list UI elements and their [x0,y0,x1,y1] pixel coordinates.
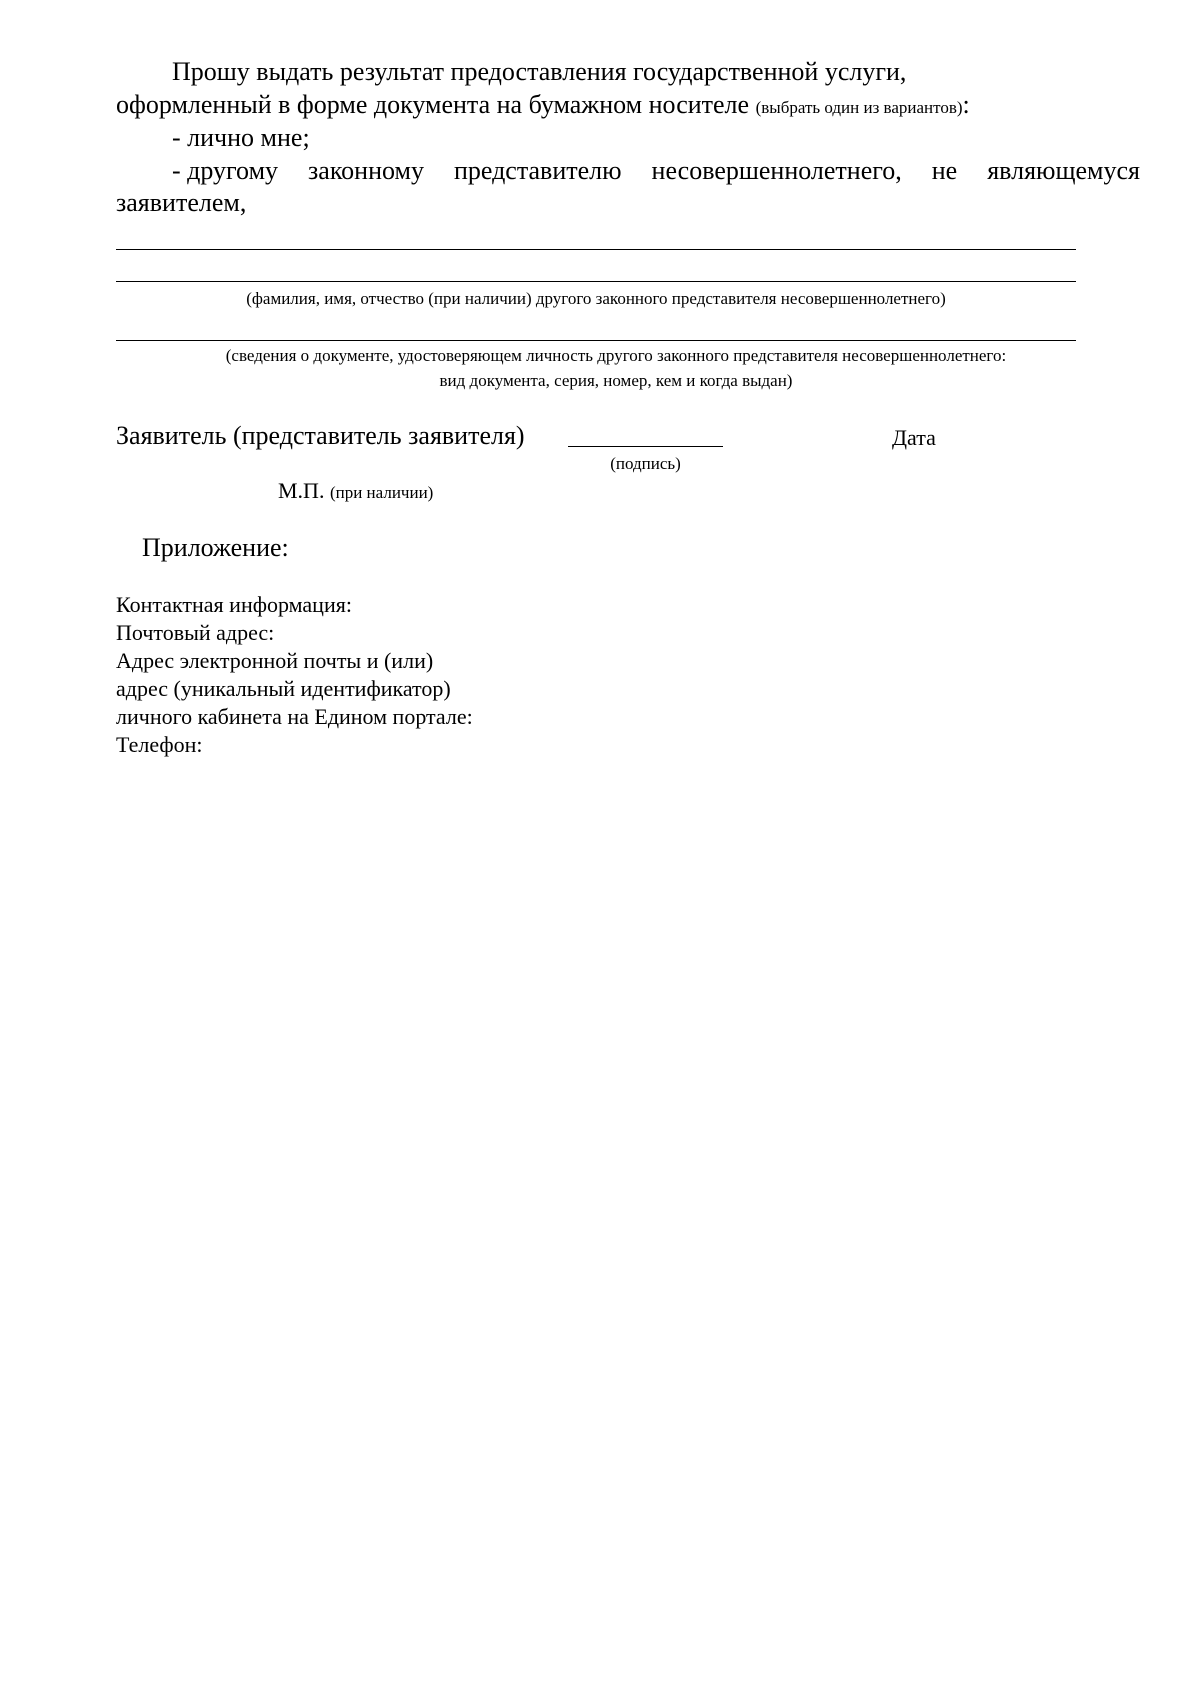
option-personally: - лично мне; [172,123,310,152]
request-line-2-note: (выбрать один из вариантов) [755,98,963,117]
option-other-continuation: заявителем, [116,188,247,217]
contacts-email-line-2: адрес (уникальный идентификатор) [116,676,451,701]
request-line-1: Прошу выдать результат предоставления государственной услуги, [172,57,907,86]
rep-name-line-1[interactable] [116,249,1076,250]
rep-doc-line[interactable] [116,340,1076,341]
rep-doc-caption-line-1: (сведения о документе, удостоверяющем личность другого законного представителя несовершеннолетнего: [225,346,1007,365]
request-line-2-end: : [962,90,970,119]
option2-word: представителю [453,156,622,185]
option2-word: законному [308,156,424,185]
rep-doc-caption-line-2: вид документа, серия, номер, кем и когда выдан) [439,371,793,390]
attachment-label: Приложение: [142,533,289,562]
applicant-label: Заявитель (представитель заявителя) [116,421,525,450]
request-line-2 [116,89,970,124]
contacts-phone: Телефон: [116,732,203,757]
stamp-abbrev: М.П. [278,478,325,503]
contacts-email-line-1: Адрес электронной почты и (или) [116,648,434,673]
option2-word: несовершеннолетнего, [651,156,902,185]
rep-name-caption: (фамилия, имя, отчество (при наличии) другого законного представителя несовершеннолетнего) [246,289,946,308]
request-line-2-main: оформленный в форме документа на бумажном носителе [116,90,756,119]
date-label: Дата [892,425,936,450]
stamp-note: (при наличии) [329,483,434,502]
signature-caption: (подпись) [610,454,681,473]
contacts-title: Контактная информация: [116,592,352,617]
option2-word: - другому [172,156,279,185]
rep-name-line-2[interactable] [116,281,1076,282]
signature-line[interactable] [568,446,723,447]
stamp-label [278,475,433,509]
option2-word: не [931,156,958,185]
contacts-email-line-3: личного кабинета на Едином портале: [116,704,473,729]
option2-word: являющемуся [987,156,1140,185]
contacts-postal: Почтовый адрес: [116,620,275,645]
option-other-representative [172,155,1140,187]
